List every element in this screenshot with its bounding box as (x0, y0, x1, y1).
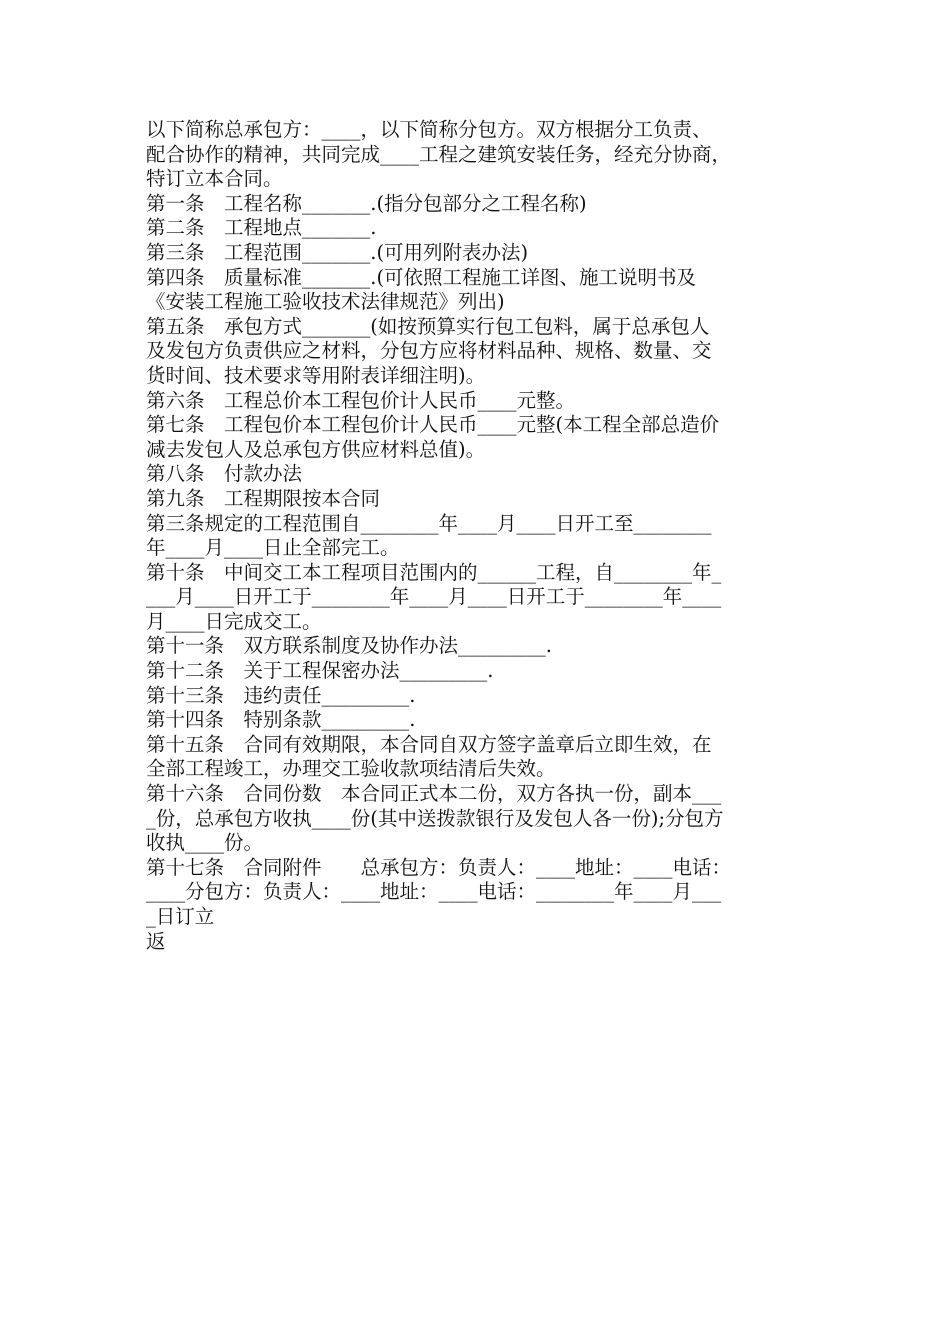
article-16: 第十六条 合同份数 本合同正式本二份，双方各执一份，副本___ (146, 782, 722, 806)
article-17: 第十七条 合同附件 总承包方：负责人：____地址：____电话： (146, 855, 732, 879)
text-line: 货时间、技术要求等用附表详细注明)。 (146, 363, 486, 387)
article-13: 第十三条 违约责任_________. (146, 683, 416, 707)
text-line: ___月____日开工于________年____月____日开工于________年____ (146, 585, 722, 609)
article-1: 第一条 工程名称_______.(指分包部分之工程名称) (146, 191, 587, 215)
article-7: 第七条 工程包价本工程包价计人民币____元整(本工程全部总造价 (146, 413, 720, 437)
text-line: 第三条规定的工程范围自________年____月____日开工至________ (146, 511, 712, 535)
return-link[interactable]: 返 (146, 929, 166, 953)
article-9: 第九条 工程期限按本合同 (146, 486, 381, 510)
article-5: 第五条 承包方式_______(如按预算实行包工包料，属于总承包人 (146, 314, 710, 338)
text-line: 月____日完成交工。 (146, 609, 322, 633)
text-line: 及发包方负责供应之材料，分包方应将材料品种、规格、数量、交 (146, 339, 712, 363)
article-4: 第四条 质量标准_______.(可依照工程施工详图、施工说明书及 (146, 265, 697, 289)
article-6: 第六条 工程总价本工程包价计人民币____元整。 (146, 388, 576, 412)
text-line: ____分包方：负责人：____地址：____电话：________年____月___ (146, 880, 722, 904)
article-15: 第十五条 合同有效期限，本合同自双方签字盖章后立即生效，在 (146, 732, 712, 756)
text-line: 《安装工程施工验收技术法律规范》列出) (146, 290, 505, 314)
text-line: 配合协作的精神，共同完成____工程之建筑安装任务，经充分协商， (146, 142, 732, 166)
text-line: 以下简称总承包方：____，以下简称分包方。双方根据分工负责、 (146, 118, 712, 141)
article-8: 第八条 付款办法 (146, 462, 303, 486)
text-line: 收执____份。 (146, 831, 264, 855)
article-2: 第二条 工程地点_______. (146, 216, 377, 240)
contract-body (146, 118, 812, 954)
article-14: 第十四条 特别条款_________. (146, 708, 416, 732)
article-10: 第十条 中间交工本工程项目范围内的______工程，自________年_ (146, 560, 722, 584)
text-line: 全部工程竣工，办理交工验收款项结清后失效。 (146, 757, 556, 781)
text-line: 减去发包人及总承包方供应材料总值)。 (146, 437, 486, 461)
article-12: 第十二条 关于工程保密办法_________. (146, 659, 494, 683)
text-line: _日订立 (146, 905, 215, 928)
text-line: _份，总承包方收执____份(其中送拨款银行及发包人各一份);分包方 (146, 806, 724, 830)
text-line: 特订立本合同。 (146, 167, 283, 191)
article-11: 第十一条 双方联系制度及协作办法_________. (146, 634, 552, 658)
text-line: 年____月____日止全部完工。 (146, 536, 400, 560)
article-3: 第三条 工程范围_______.(可用列附表办法) (146, 240, 529, 264)
